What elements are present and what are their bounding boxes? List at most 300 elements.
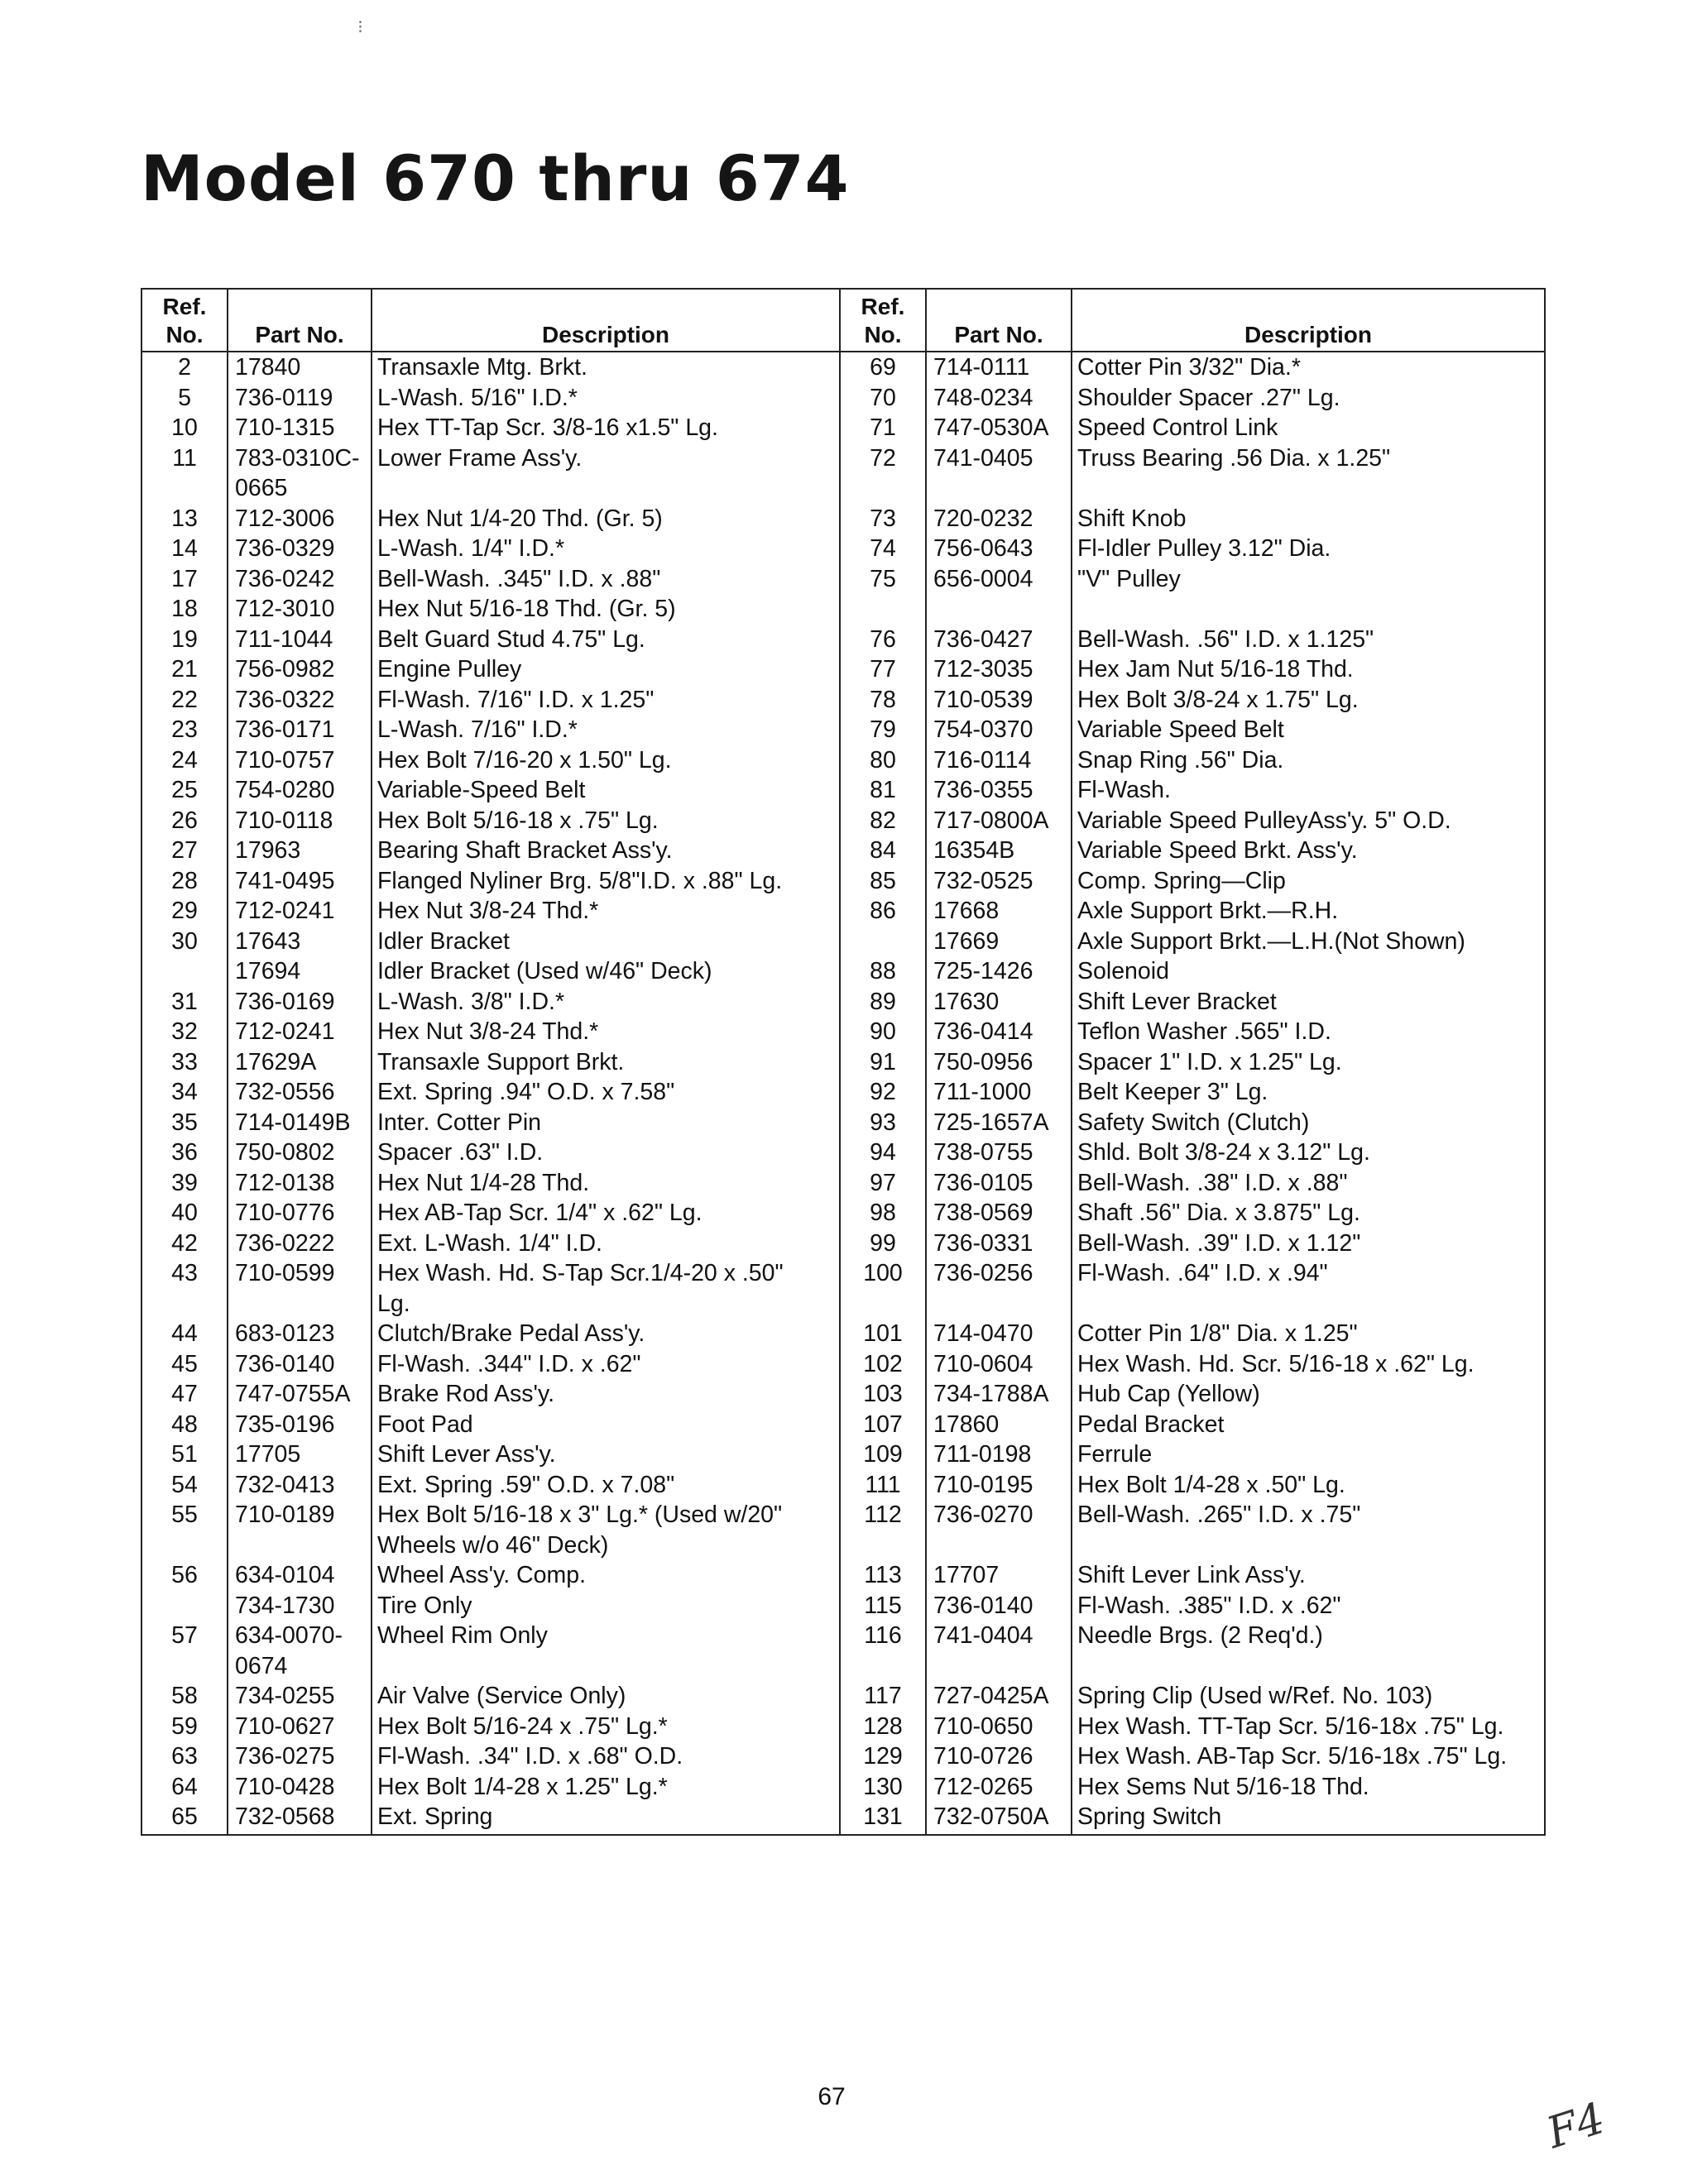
ref-no-cell: 69 xyxy=(840,352,926,383)
ref-no-cell: 5 xyxy=(141,383,228,414)
description-cell: Air Valve (Service Only) xyxy=(372,1681,840,1712)
part-no-cell: 711-1044 xyxy=(228,625,372,655)
description-cell: Fl-Wash. .344" I.D. x .62" xyxy=(372,1349,840,1380)
description-cell: Hex Bolt 3/8-24 x 1.75" Lg. xyxy=(1072,685,1545,716)
ref-no-cell: 48 xyxy=(141,1410,228,1440)
ref-no-cell: 14 xyxy=(141,534,228,564)
part-no-cell: 736-0331 xyxy=(926,1228,1072,1259)
part-no-cell: 736-0427 xyxy=(926,625,1072,655)
ref-no-cell: 74 xyxy=(840,534,926,564)
header-ref-line2: No. xyxy=(165,322,204,347)
part-no-cell: 736-0242 xyxy=(228,564,372,595)
description-cell: L-Wash. 1/4" I.D.* xyxy=(372,534,840,564)
part-no-cell: 736-0414 xyxy=(926,1017,1072,1047)
ref-no-cell: 64 xyxy=(141,1772,228,1803)
part-no-cell: 710-0428 xyxy=(228,1772,372,1803)
description-cell: Hex Bolt 1/4-28 x .50" Lg. xyxy=(1072,1470,1545,1501)
table-row xyxy=(141,383,1545,414)
table-row xyxy=(141,1077,1545,1108)
part-no-cell: 734-1788A xyxy=(926,1379,1072,1410)
ref-no-cell xyxy=(840,1289,926,1320)
table-row xyxy=(141,504,1545,534)
ref-no-cell: 88 xyxy=(840,956,926,987)
table-row xyxy=(141,1410,1545,1440)
description-cell: Hex AB-Tap Scr. 1/4" x .62" Lg. xyxy=(372,1198,840,1228)
ref-no-cell: 34 xyxy=(141,1077,228,1108)
ref-no-cell: 90 xyxy=(840,1017,926,1047)
part-no-cell: 17669 xyxy=(926,927,1072,957)
description-cell: Hex Bolt 5/16-18 x 3" Lg.* (Used w/20" xyxy=(372,1500,840,1530)
description-cell: Bearing Shaft Bracket Ass'y. xyxy=(372,836,840,866)
ref-no-cell: 43 xyxy=(141,1258,228,1289)
part-no-cell: 732-0750A xyxy=(926,1802,1072,1835)
description-cell: Variable Speed Belt xyxy=(1072,715,1545,745)
part-no-cell: 634-0070- xyxy=(228,1621,372,1651)
part-no-cell xyxy=(926,1289,1072,1320)
description-cell: Fl-Wash. 7/16" I.D. x 1.25" xyxy=(372,685,840,716)
ref-no-cell: 101 xyxy=(840,1319,926,1349)
part-no-cell: 712-0138 xyxy=(228,1168,372,1199)
description-cell: Axle Support Brkt.—L.H.(Not Shown) xyxy=(1072,927,1545,957)
description-cell: Spacer 1" I.D. x 1.25" Lg. xyxy=(1072,1047,1545,1078)
description-cell: Idler Bracket (Used w/46" Deck) xyxy=(372,956,840,987)
description-cell: Needle Brgs. (2 Req'd.) xyxy=(1072,1621,1545,1651)
description-cell: Wheels w/o 46" Deck) xyxy=(372,1530,840,1561)
table-row xyxy=(141,1228,1545,1259)
ref-no-cell: 70 xyxy=(840,383,926,414)
description-cell: Snap Ring .56" Dia. xyxy=(1072,745,1545,776)
table-row xyxy=(141,745,1545,776)
ref-no-cell: 85 xyxy=(840,866,926,897)
description-cell: Cotter Pin 3/32" Dia.* xyxy=(1072,352,1545,383)
description-cell: Spacer .63" I.D. xyxy=(372,1138,840,1168)
table-row xyxy=(141,1621,1545,1651)
part-no-cell: 736-0119 xyxy=(228,383,372,414)
ref-no-cell: 112 xyxy=(840,1500,926,1530)
description-cell: Hex Nut 5/16-18 Thd. (Gr. 5) xyxy=(372,594,840,625)
part-no-cell: 736-0355 xyxy=(926,775,1072,806)
table-row xyxy=(141,715,1545,745)
part-no-cell: 738-0755 xyxy=(926,1138,1072,1168)
ref-no-cell: 92 xyxy=(840,1077,926,1108)
part-no-cell: 732-0568 xyxy=(228,1802,372,1835)
description-cell: Hub Cap (Yellow) xyxy=(1072,1379,1545,1410)
description-cell: Hex Sems Nut 5/16-18 Thd. xyxy=(1072,1772,1545,1803)
description-cell: Inter. Cotter Pin xyxy=(372,1108,840,1138)
ref-no-cell: 65 xyxy=(141,1802,228,1835)
ref-no-cell: 29 xyxy=(141,896,228,927)
ref-no-cell: 57 xyxy=(141,1621,228,1651)
ref-no-cell: 99 xyxy=(840,1228,926,1259)
table-row xyxy=(141,352,1545,383)
description-cell: Belt Guard Stud 4.75" Lg. xyxy=(372,625,840,655)
table-row xyxy=(141,987,1545,1018)
ref-no-cell: 36 xyxy=(141,1138,228,1168)
part-no-cell: 0674 xyxy=(228,1651,372,1682)
ref-no-cell: 84 xyxy=(840,836,926,866)
ref-no-cell: 19 xyxy=(141,625,228,655)
header-ref-no-left xyxy=(141,289,228,352)
description-cell: Bell-Wash. .38" I.D. x .88" xyxy=(1072,1168,1545,1199)
ref-no-cell: 51 xyxy=(141,1439,228,1470)
table-row xyxy=(141,775,1545,806)
table-row xyxy=(141,806,1545,836)
part-no-cell: 711-0198 xyxy=(926,1439,1072,1470)
table-row xyxy=(141,1651,1545,1682)
part-no-cell: 710-0604 xyxy=(926,1349,1072,1380)
table-row xyxy=(141,1712,1545,1742)
part-no-cell: 736-0256 xyxy=(926,1258,1072,1289)
part-no-cell: 736-0105 xyxy=(926,1168,1072,1199)
ref-no-cell: 30 xyxy=(141,927,228,957)
part-no-cell: 710-0539 xyxy=(926,685,1072,716)
ref-no-cell: 116 xyxy=(840,1621,926,1651)
part-no-cell: 710-0118 xyxy=(228,806,372,836)
description-cell: Bell-Wash. .265" I.D. x .75" xyxy=(1072,1500,1545,1530)
ref-no-cell: 94 xyxy=(840,1138,926,1168)
description-cell xyxy=(1072,473,1545,504)
description-cell: Shld. Bolt 3/8-24 x 3.12" Lg. xyxy=(1072,1138,1545,1168)
table-row xyxy=(141,1379,1545,1410)
part-no-cell: 683-0123 xyxy=(228,1319,372,1349)
part-no-cell: 732-0525 xyxy=(926,866,1072,897)
description-cell: Teflon Washer .565" I.D. xyxy=(1072,1017,1545,1047)
description-cell: Hex Nut 1/4-28 Thd. xyxy=(372,1168,840,1199)
description-cell xyxy=(1072,594,1545,625)
description-cell: Fl-Wash. .385" I.D. x .62" xyxy=(1072,1591,1545,1621)
description-cell: Ext. Spring xyxy=(372,1802,840,1835)
ref-no-cell: 86 xyxy=(840,896,926,927)
ref-no-cell: 78 xyxy=(840,685,926,716)
description-cell xyxy=(1072,1289,1545,1320)
part-no-cell: 725-1426 xyxy=(926,956,1072,987)
part-no-cell: 17629A xyxy=(228,1047,372,1078)
description-cell: Comp. Spring—Clip xyxy=(1072,866,1545,897)
table-row xyxy=(141,1439,1545,1470)
description-cell: Shaft .56" Dia. x 3.875" Lg. xyxy=(1072,1198,1545,1228)
description-cell: Hex Nut 3/8-24 Thd.* xyxy=(372,896,840,927)
part-no-cell: 656-0004 xyxy=(926,564,1072,595)
part-no-cell: 714-0149B xyxy=(228,1108,372,1138)
description-cell: Fl-Wash. .64" I.D. x .94" xyxy=(1072,1258,1545,1289)
table-row xyxy=(141,927,1545,957)
ref-no-cell: 77 xyxy=(840,654,926,685)
part-no-cell: 732-0556 xyxy=(228,1077,372,1108)
ref-no-cell: 17 xyxy=(141,564,228,595)
header-ref-no-right xyxy=(840,289,926,352)
part-no-cell: 738-0569 xyxy=(926,1198,1072,1228)
part-no-cell: 750-0802 xyxy=(228,1138,372,1168)
ref-no-cell xyxy=(141,956,228,987)
ref-no-cell: 73 xyxy=(840,504,926,534)
ref-no-cell: 100 xyxy=(840,1258,926,1289)
part-no-cell: 710-0627 xyxy=(228,1712,372,1742)
ref-no-cell: 109 xyxy=(840,1439,926,1470)
ref-no-cell: 71 xyxy=(840,413,926,443)
part-no-cell: 17668 xyxy=(926,896,1072,927)
description-cell: Spring Clip (Used w/Ref. No. 103) xyxy=(1072,1681,1545,1712)
ref-no-cell: 79 xyxy=(840,715,926,745)
part-no-cell: 732-0413 xyxy=(228,1470,372,1501)
part-no-cell: 712-3010 xyxy=(228,594,372,625)
description-cell: Hex Wash. Hd. S-Tap Scr.1/4-20 x .50" xyxy=(372,1258,840,1289)
description-cell: Ext. L-Wash. 1/4" I.D. xyxy=(372,1228,840,1259)
part-no-cell: 17694 xyxy=(228,956,372,987)
description-cell: Ext. Spring .94" O.D. x 7.58" xyxy=(372,1077,840,1108)
description-cell: Shift Lever Link Ass'y. xyxy=(1072,1560,1545,1591)
ref-no-cell: 27 xyxy=(141,836,228,866)
part-no-cell: 716-0114 xyxy=(926,745,1072,776)
description-cell: L-Wash. 7/16" I.D.* xyxy=(372,715,840,745)
ref-no-cell: 21 xyxy=(141,654,228,685)
ref-no-cell: 128 xyxy=(840,1712,926,1742)
description-cell: Hex Wash. TT-Tap Scr. 5/16-18x .75" Lg. xyxy=(1072,1712,1545,1742)
part-no-cell: 16354B xyxy=(926,836,1072,866)
part-no-cell: 17840 xyxy=(228,352,372,383)
description-cell: Shift Lever Ass'y. xyxy=(372,1439,840,1470)
ref-no-cell: 32 xyxy=(141,1017,228,1047)
ref-no-cell: 63 xyxy=(141,1741,228,1772)
part-no-cell: 710-0599 xyxy=(228,1258,372,1289)
part-no-cell: 710-0757 xyxy=(228,745,372,776)
part-no-cell: 17643 xyxy=(228,927,372,957)
part-no-cell: 741-0405 xyxy=(926,443,1072,474)
ref-no-cell xyxy=(840,1530,926,1561)
part-no-cell: 710-0776 xyxy=(228,1198,372,1228)
ref-no-cell: 130 xyxy=(840,1772,926,1803)
ref-no-cell: 97 xyxy=(840,1168,926,1199)
part-no-cell: 741-0495 xyxy=(228,866,372,897)
part-no-cell xyxy=(228,1289,372,1320)
description-cell: Shift Lever Bracket xyxy=(1072,987,1545,1018)
ref-no-cell: 31 xyxy=(141,987,228,1018)
part-no-cell: 720-0232 xyxy=(926,504,1072,534)
ref-no-cell: 40 xyxy=(141,1198,228,1228)
description-cell: Ferrule xyxy=(1072,1439,1545,1470)
description-cell: Spring Switch xyxy=(1072,1802,1545,1835)
description-cell: Flanged Nyliner Brg. 5/8"I.D. x .88" Lg. xyxy=(372,866,840,897)
parts-table-body xyxy=(141,352,1545,1835)
part-no-cell: 17963 xyxy=(228,836,372,866)
page-number: 67 xyxy=(818,2083,846,2110)
ref-no-cell: 91 xyxy=(840,1047,926,1078)
ref-no-cell: 47 xyxy=(141,1379,228,1410)
ref-no-cell: 45 xyxy=(141,1349,228,1380)
table-row xyxy=(141,1108,1545,1138)
description-cell: Transaxle Mtg. Brkt. xyxy=(372,352,840,383)
table-row xyxy=(141,564,1545,595)
table-row xyxy=(141,836,1545,866)
part-no-cell: 756-0982 xyxy=(228,654,372,685)
table-row xyxy=(141,1138,1545,1168)
handwritten-mark: F4 xyxy=(1541,2093,1611,2159)
ref-no-cell xyxy=(141,1651,228,1682)
header-ref-line2: No. xyxy=(864,322,902,347)
header-description-right: Description xyxy=(1072,289,1545,352)
part-no-cell: 747-0530A xyxy=(926,413,1072,443)
part-no-cell: 736-0169 xyxy=(228,987,372,1018)
part-no-cell: 754-0370 xyxy=(926,715,1072,745)
description-cell: Solenoid xyxy=(1072,956,1545,987)
description-cell: Transaxle Support Brkt. xyxy=(372,1047,840,1078)
part-no-cell: 711-1000 xyxy=(926,1077,1072,1108)
parts-table-header xyxy=(141,289,1545,352)
ref-no-cell: 113 xyxy=(840,1560,926,1591)
ref-no-cell xyxy=(840,594,926,625)
part-no-cell: 748-0234 xyxy=(926,383,1072,414)
table-row xyxy=(141,443,1545,474)
description-cell: Belt Keeper 3" Lg. xyxy=(1072,1077,1545,1108)
part-no-cell: 712-0241 xyxy=(228,896,372,927)
table-row xyxy=(141,1349,1545,1380)
part-no-cell: 736-0140 xyxy=(926,1591,1072,1621)
part-no-cell xyxy=(926,594,1072,625)
ref-no-cell xyxy=(141,1530,228,1561)
description-cell: Hex TT-Tap Scr. 3/8-16 x1.5" Lg. xyxy=(372,413,840,443)
description-cell: Lg. xyxy=(372,1289,840,1320)
part-no-cell: 756-0643 xyxy=(926,534,1072,564)
description-cell: Shift Knob xyxy=(1072,504,1545,534)
description-cell: Safety Switch (Clutch) xyxy=(1072,1108,1545,1138)
table-row xyxy=(141,896,1545,927)
parts-list-table xyxy=(141,288,1546,1836)
description-cell: Hex Bolt 7/16-20 x 1.50" Lg. xyxy=(372,745,840,776)
description-cell: "V" Pulley xyxy=(1072,564,1545,595)
header-ref-line1: Ref. xyxy=(162,294,207,319)
description-cell: Ext. Spring .59" O.D. x 7.08" xyxy=(372,1470,840,1501)
description-cell: Hex Nut 3/8-24 Thd.* xyxy=(372,1017,840,1047)
ref-no-cell: 2 xyxy=(141,352,228,383)
ref-no-cell: 80 xyxy=(840,745,926,776)
description-cell: Hex Wash. Hd. Scr. 5/16-18 x .62" Lg. xyxy=(1072,1349,1545,1380)
ref-no-cell: 11 xyxy=(141,443,228,474)
description-cell: Wheel Ass'y. Comp. xyxy=(372,1560,840,1591)
header-part-no-left: Part No. xyxy=(228,289,372,352)
description-cell: Variable Speed PulleyAss'y. 5" O.D. xyxy=(1072,806,1545,836)
part-no-cell: 712-0241 xyxy=(228,1017,372,1047)
part-no-cell: 754-0280 xyxy=(228,775,372,806)
part-no-cell: 17705 xyxy=(228,1439,372,1470)
ref-no-cell xyxy=(840,927,926,957)
ref-no-cell: 44 xyxy=(141,1319,228,1349)
ref-no-cell: 26 xyxy=(141,806,228,836)
table-row xyxy=(141,625,1545,655)
table-row xyxy=(141,1802,1545,1835)
description-cell: Bell-Wash. .39" I.D. x 1.12" xyxy=(1072,1228,1545,1259)
ref-no-cell: 115 xyxy=(840,1591,926,1621)
description-cell: Speed Control Link xyxy=(1072,413,1545,443)
description-cell: Fl-Wash. .34" I.D. x .68" O.D. xyxy=(372,1741,840,1772)
part-no-cell: 736-0222 xyxy=(228,1228,372,1259)
part-no-cell: 735-0196 xyxy=(228,1410,372,1440)
ref-no-cell: 55 xyxy=(141,1500,228,1530)
part-no-cell: 750-0956 xyxy=(926,1047,1072,1078)
ref-no-cell: 33 xyxy=(141,1047,228,1078)
description-cell xyxy=(372,1651,840,1682)
part-no-cell: 712-3035 xyxy=(926,654,1072,685)
ref-no-cell: 22 xyxy=(141,685,228,716)
part-no-cell: 710-0650 xyxy=(926,1712,1072,1742)
table-row xyxy=(141,1530,1545,1561)
header-part-no-right: Part No. xyxy=(926,289,1072,352)
table-row xyxy=(141,1500,1545,1530)
description-cell: Brake Rod Ass'y. xyxy=(372,1379,840,1410)
header-ref-line1: Ref. xyxy=(861,294,905,319)
table-row xyxy=(141,1258,1545,1289)
part-no-cell: 741-0404 xyxy=(926,1621,1072,1651)
ref-no-cell: 39 xyxy=(141,1168,228,1199)
description-cell xyxy=(372,473,840,504)
table-row xyxy=(141,1168,1545,1199)
part-no-cell: 783-0310C- xyxy=(228,443,372,474)
ref-no-cell: 28 xyxy=(141,866,228,897)
part-no-cell: 734-0255 xyxy=(228,1681,372,1712)
ref-no-cell xyxy=(840,473,926,504)
table-row xyxy=(141,1017,1545,1047)
ref-no-cell: 18 xyxy=(141,594,228,625)
description-cell: Variable-Speed Belt xyxy=(372,775,840,806)
description-cell: Pedal Bracket xyxy=(1072,1410,1545,1440)
description-cell: Engine Pulley xyxy=(372,654,840,685)
part-no-cell: 712-0265 xyxy=(926,1772,1072,1803)
part-no-cell: 736-0322 xyxy=(228,685,372,716)
ref-no-cell: 54 xyxy=(141,1470,228,1501)
description-cell: Idler Bracket xyxy=(372,927,840,957)
ref-no-cell: 117 xyxy=(840,1681,926,1712)
ref-no-cell: 75 xyxy=(840,564,926,595)
part-no-cell: 710-0726 xyxy=(926,1741,1072,1772)
description-cell: Wheel Rim Only xyxy=(372,1621,840,1651)
description-cell: Bell-Wash. .345" I.D. x .88" xyxy=(372,564,840,595)
ref-no-cell: 76 xyxy=(840,625,926,655)
description-cell xyxy=(1072,1530,1545,1561)
part-no-cell: 710-0195 xyxy=(926,1470,1072,1501)
ref-no-cell: 56 xyxy=(141,1560,228,1591)
page-title: Model 670 thru 674 xyxy=(141,141,850,215)
ref-no-cell: 58 xyxy=(141,1681,228,1712)
table-row xyxy=(141,1560,1545,1591)
description-cell: L-Wash. 5/16" I.D.* xyxy=(372,383,840,414)
ref-no-cell: 129 xyxy=(840,1741,926,1772)
description-cell: Fl-Idler Pulley 3.12" Dia. xyxy=(1072,534,1545,564)
part-no-cell: 17707 xyxy=(926,1560,1072,1591)
table-row xyxy=(141,866,1545,897)
ref-no-cell xyxy=(141,1591,228,1621)
part-no-cell: 712-3006 xyxy=(228,504,372,534)
table-row xyxy=(141,1319,1545,1349)
part-no-cell: 714-0470 xyxy=(926,1319,1072,1349)
part-no-cell: 747-0755A xyxy=(228,1379,372,1410)
description-cell: Shoulder Spacer .27" Lg. xyxy=(1072,383,1545,414)
part-no-cell: 736-0270 xyxy=(926,1500,1072,1530)
ref-no-cell: 23 xyxy=(141,715,228,745)
table-row xyxy=(141,1681,1545,1712)
description-cell: Fl-Wash. xyxy=(1072,775,1545,806)
part-no-cell xyxy=(228,1530,372,1561)
description-cell: Clutch/Brake Pedal Ass'y. xyxy=(372,1319,840,1349)
part-no-cell: 727-0425A xyxy=(926,1681,1072,1712)
part-no-cell: 725-1657A xyxy=(926,1108,1072,1138)
description-cell: Hex Nut 1/4-20 Thd. (Gr. 5) xyxy=(372,504,840,534)
part-no-cell: 736-0275 xyxy=(228,1741,372,1772)
description-cell: Truss Bearing .56 Dia. x 1.25" xyxy=(1072,443,1545,474)
ref-no-cell: 111 xyxy=(840,1470,926,1501)
ref-no-cell: 89 xyxy=(840,987,926,1018)
scan-speck: ⁝ xyxy=(357,17,363,37)
ref-no-cell: 59 xyxy=(141,1712,228,1742)
ref-no-cell: 103 xyxy=(840,1379,926,1410)
header-description-left: Description xyxy=(372,289,840,352)
